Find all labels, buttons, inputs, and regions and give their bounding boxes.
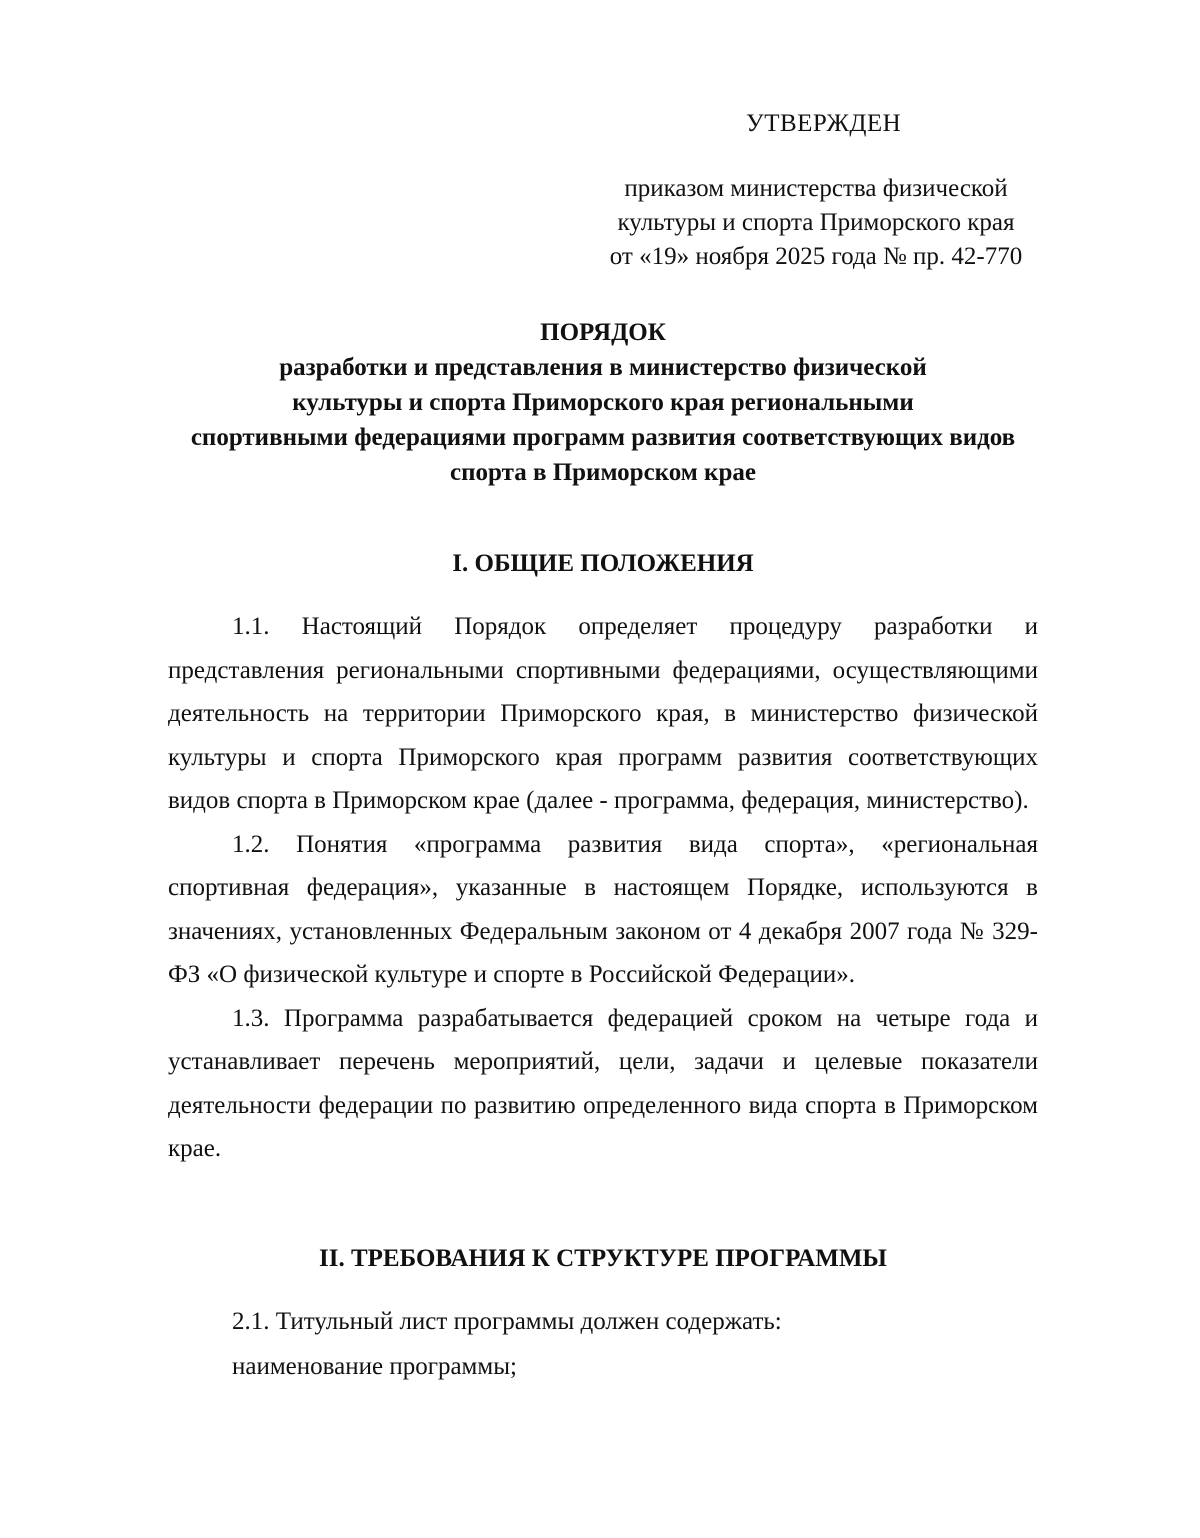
document-subtitle-line: разработки и представления в министерство физической bbox=[279, 354, 927, 381]
section-body-general bbox=[168, 605, 1038, 1171]
order-reference-line: приказом министерства физической bbox=[624, 175, 1008, 202]
document-subtitle-line: спортивными федерациями программ развития соответствующих видов bbox=[190, 424, 1016, 451]
document-title bbox=[160, 315, 1046, 490]
document-title-main: ПОРЯДОК bbox=[540, 319, 666, 346]
order-reference-line: культуры и спорта Приморского края bbox=[617, 209, 1015, 236]
paragraph-1-3: 1.3. Программа разрабатывается федерацией сроком на четыре года и устанавливает перечень мероприятий, цели, задачи и целевые показатели деятельности федерации по развитию определенного вида спорта в Приморском крае. bbox=[168, 1004, 1038, 1162]
order-reference-line: от «19» ноября 2025 года № пр. 42-770 bbox=[609, 243, 1023, 270]
list-item: наименование программы; bbox=[232, 1353, 517, 1380]
order-reference bbox=[596, 172, 1036, 274]
paragraph-2-1: 2.1. Титульный лист программы должен содержать: bbox=[232, 1308, 782, 1335]
document-subtitle-line: спорта в Приморском крае bbox=[450, 459, 756, 486]
section-heading-structure: II. ТРЕБОВАНИЯ К СТРУКТУРЕ ПРОГРАММЫ bbox=[319, 1245, 887, 1272]
paragraph-1-1: 1.1. Настоящий Порядок определяет процедуру разработки и представления региональными спортивными федерациями, осуществляющими деятельность на территории Приморского края, в министерство физической культуры и спорта Приморского края программ развития соответствующих видов спорта в Приморском крае (далее - программа, федерация, министерство). bbox=[168, 613, 1038, 814]
paragraph-1-2: 1.2. Понятия «программа развития вида спорта», «региональная спортивная федерация», указанные в настоящем Порядке, используются в значениях, установленных Федеральным законом от 4 декабря 2007 года № 329-ФЗ «О физической культуре и спорте в Российской Федерации». bbox=[168, 830, 1038, 988]
approval-stamp-label: УТВЕРЖДЕН bbox=[746, 110, 902, 137]
section-heading-general: I. ОБЩИЕ ПОЛОЖЕНИЯ bbox=[452, 550, 754, 577]
document-subtitle-line: культуры и спорта Приморского края региональными bbox=[292, 389, 914, 416]
